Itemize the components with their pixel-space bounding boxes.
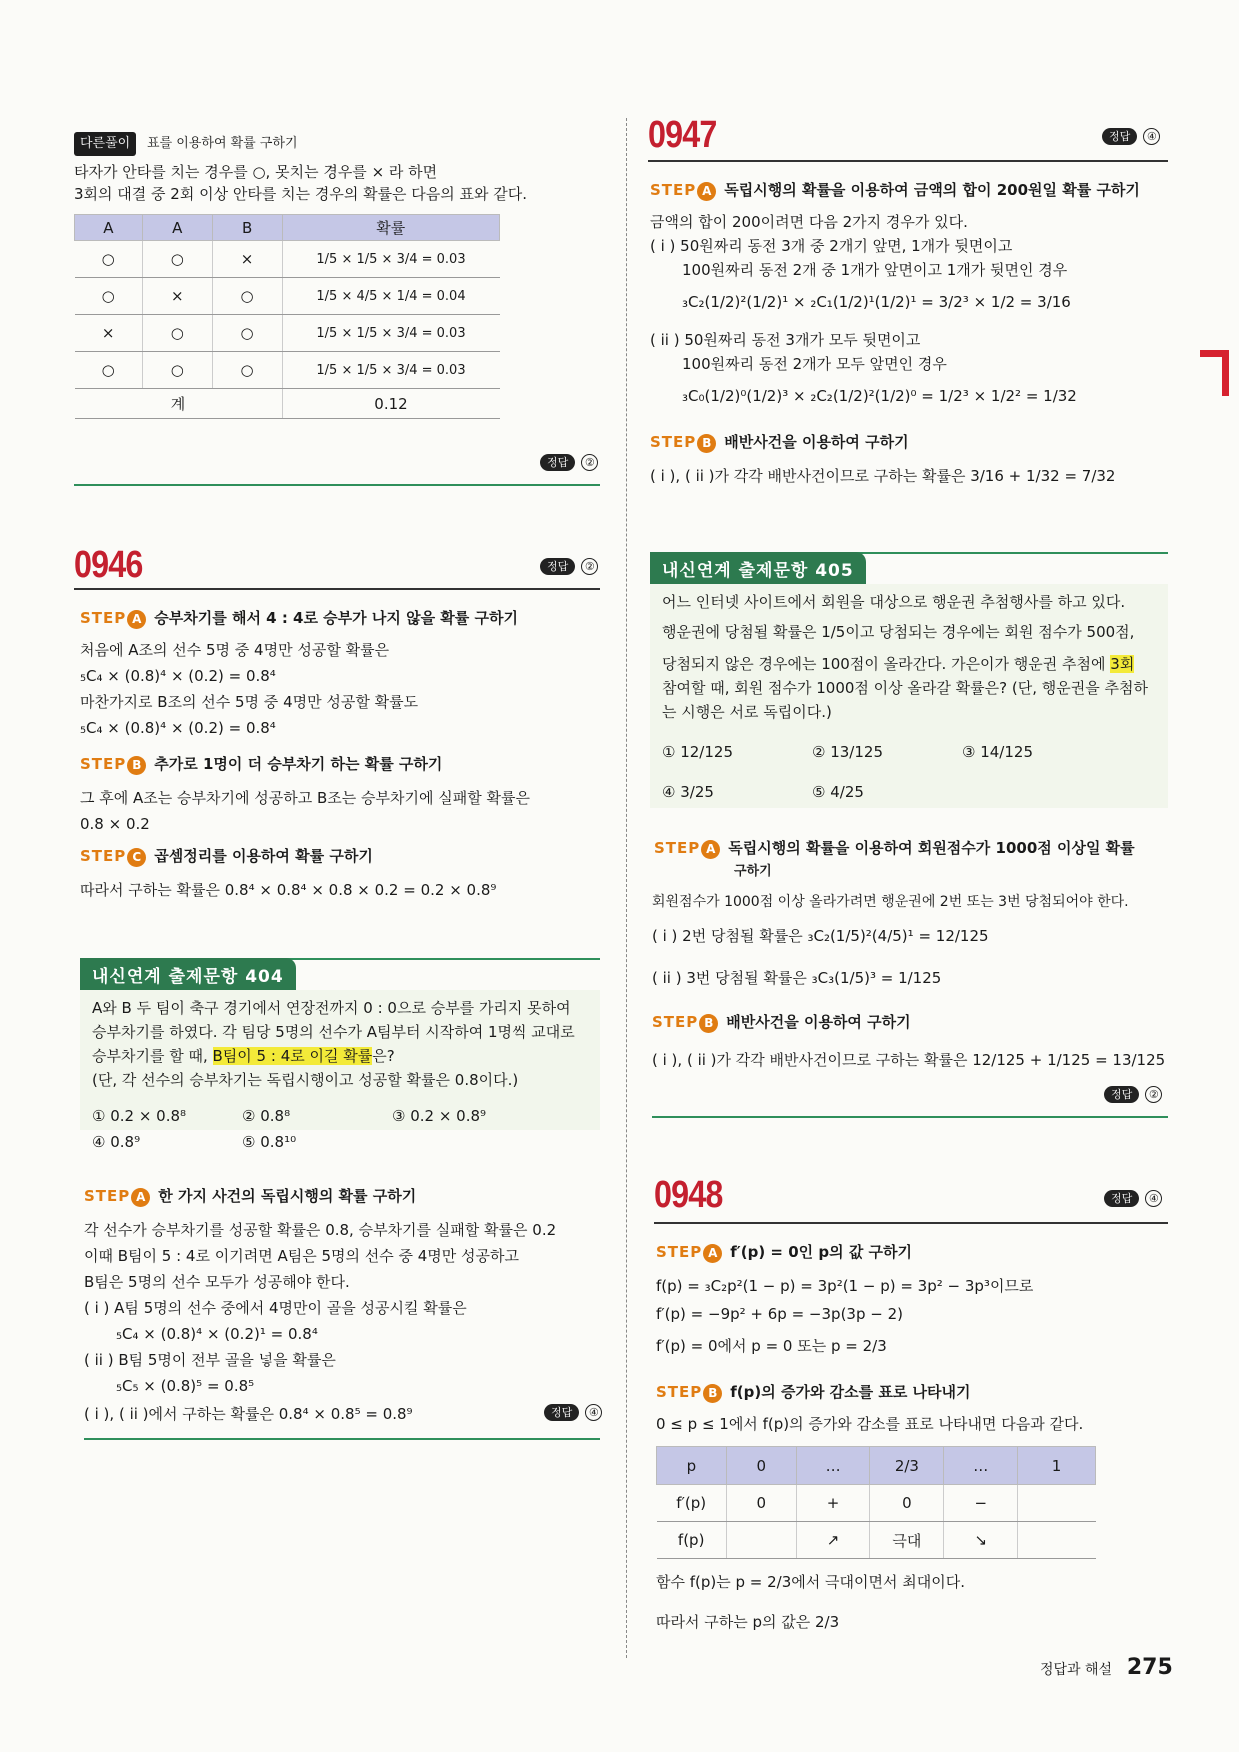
step-label: STEP — [654, 839, 701, 857]
answer-badge: 정답 — [1102, 128, 1137, 145]
step-badge-b: B — [127, 756, 146, 775]
section-rule — [652, 1116, 1168, 1118]
choice-3[interactable]: ③ 0.2 × 0.8⁹ — [392, 1107, 487, 1125]
table-header-a2: A — [142, 215, 212, 241]
alt-probability-table — [74, 214, 500, 419]
step-title: 한 가지 사건의 독립시행의 확률 구하기 — [158, 1187, 417, 1205]
problem-number-0948: 0948 — [654, 1174, 723, 1216]
step-title: f′(p) = 0인 p의 값 구하기 — [730, 1243, 913, 1261]
footer-label: 정답과 해설 — [1040, 1662, 1113, 1678]
formula-line: f′(p) = 0에서 p = 0 또는 p = 2/3 — [656, 1337, 887, 1355]
step-title: 독립시행의 확률을 이용하여 금액의 합이 200원일 확률 구하기 — [724, 181, 1140, 199]
problem-rule — [654, 1222, 1168, 1224]
table-cell: ○ — [75, 241, 143, 278]
table-cell: × — [75, 315, 143, 352]
step-badge-c: C — [127, 848, 146, 867]
text-line: ( ii ) B팀 5명이 전부 골을 넣을 확률은 — [84, 1351, 336, 1369]
formula-line: ₅C₄ × (0.8)⁴ × (0.2) = 0.8⁴ — [80, 667, 276, 685]
step-label: STEP — [650, 433, 697, 451]
table-header-b: B — [212, 215, 282, 241]
step-title: 배반사건을 이용하여 구하기 — [724, 433, 909, 451]
naesin-label-405: 내신연계 출제문항 405 — [650, 552, 866, 585]
table-header: p — [657, 1447, 727, 1485]
table-total-row — [75, 389, 500, 419]
table-cell — [1018, 1485, 1096, 1522]
alt-solution-header — [74, 132, 298, 156]
step-label: STEP — [652, 1013, 699, 1031]
step-a-heading — [650, 180, 1140, 201]
step-label: STEP — [80, 755, 127, 773]
formula-line: ₅C₄ × (0.8)⁴ × (0.2)¹ = 0.8⁴ — [116, 1325, 318, 1343]
formula-line: ( i ), ( ii )가 각각 배반사건이므로 구하는 확률은 3/16 + 1/32 = 7/32 — [650, 467, 1116, 485]
answer-0948 — [1104, 1188, 1162, 1207]
step-badge-b: B — [699, 1014, 718, 1033]
table-cell: ○ — [142, 352, 212, 389]
step-b-heading — [650, 432, 909, 453]
problem-text-part: 승부차기를 할 때, — [92, 1047, 213, 1065]
step-title: 배반사건을 이용하여 구하기 — [726, 1013, 911, 1031]
choice-2[interactable]: ② 13/125 — [812, 743, 883, 761]
answer-0946 — [540, 556, 598, 575]
text-line: 각 선수가 승부차기를 성공할 확률은 0.8, 승부차기를 실패할 확률은 0.2 — [84, 1221, 557, 1239]
table-header: 0 — [726, 1447, 796, 1485]
answer-value: ② — [1145, 1086, 1162, 1103]
table-cell: ○ — [212, 315, 282, 352]
table-cell — [726, 1522, 796, 1559]
step-c-heading — [80, 846, 373, 867]
text-line: 함수 f(p)는 p = 2/3에서 극대이면서 최대이다. — [656, 1573, 965, 1591]
formula-line: ₅C₄ × (0.8)⁴ × (0.2) = 0.8⁴ — [80, 719, 276, 737]
table-cell: ○ — [142, 241, 212, 278]
table-row — [75, 352, 500, 389]
step-badge-b: B — [703, 1384, 722, 1403]
table-cell: 0 — [870, 1485, 944, 1522]
problem-text — [92, 1046, 395, 1066]
alt-solution-title: 표를 이용하여 확률 구하기 — [147, 136, 298, 151]
formula-line: ₅C₅ × (0.8)⁵ = 0.8⁵ — [116, 1377, 255, 1395]
increase-decrease-table — [656, 1446, 1096, 1559]
step-b-heading — [80, 754, 442, 775]
step-label: STEP — [656, 1243, 703, 1261]
text-line: ( i ), ( ii )에서 구하는 확률은 0.8⁴ × 0.8⁵ = 0.8⁹ — [84, 1405, 413, 1423]
table-cell: − — [944, 1485, 1018, 1522]
answer-value: ② — [581, 558, 598, 575]
text-line: 금액의 합이 200이려면 다음 2가지 경우가 있다. — [650, 213, 968, 231]
formula-line: f′(p) = −9p² + 6p = −3p(3p − 2) — [656, 1305, 903, 1323]
column-divider — [626, 118, 627, 1658]
answer-404 — [544, 1402, 602, 1421]
table-cell: ○ — [212, 278, 282, 315]
answer-badge: 정답 — [540, 558, 575, 575]
step-b-heading — [656, 1382, 971, 1403]
step-title: 곱셈정리를 이용하여 확률 구하기 — [154, 847, 373, 865]
text-line: 회원점수가 1000점 이상 올라가려면 행운권에 2번 또는 3번 당첨되어야 한다. — [652, 894, 1129, 910]
table-row — [75, 278, 500, 315]
problem-rule — [648, 160, 1168, 162]
step-title: 추가로 1명이 더 승부차기 하는 확률 구하기 — [154, 755, 443, 773]
problem-text: 참여할 때, 회원 점수가 1000점 이상 올라갈 확률은? (단, 행운권을 추첨하 — [662, 679, 1148, 697]
highlighted-condition: 3회 — [1110, 655, 1135, 673]
step-title: 승부차기를 해서 4 : 4로 승부가 나지 않을 확률 구하기 — [154, 609, 518, 627]
alt-answer — [540, 452, 598, 471]
table-cell: 1/5 × 4/5 × 1/4 = 0.04 — [282, 278, 500, 315]
problem-text: 행운권에 당첨될 확률은 1/5이고 당첨되는 경우에는 회원 점수가 500점, — [662, 623, 1135, 641]
step-title: f(p)의 증가와 감소를 표로 나타내기 — [730, 1383, 971, 1401]
text-line: 100원짜리 동전 2개 중 1개가 앞면이고 1개가 뒷면인 경우 — [682, 261, 1068, 279]
step-badge-a: A — [131, 1188, 150, 1207]
table-cell: + — [796, 1485, 870, 1522]
table-cell: ○ — [212, 352, 282, 389]
table-cell: 1/5 × 1/5 × 3/4 = 0.03 — [282, 315, 500, 352]
problem-number-0947: 0947 — [648, 114, 717, 156]
table-cell: ↘ — [944, 1522, 1018, 1559]
problem-text-part: 은? — [372, 1047, 395, 1065]
problem-text: 승부차기를 하였다. 각 팀당 5명의 선수가 A팀부터 시작하여 1명씩 교대로 — [92, 1023, 575, 1041]
problem-number-0946: 0946 — [74, 544, 143, 586]
answer-value: ④ — [1145, 1190, 1162, 1207]
table-row — [75, 241, 500, 278]
table-row — [657, 1522, 1096, 1559]
text-line: 따라서 구하는 p의 값은 2/3 — [656, 1613, 840, 1631]
table-cell: ○ — [75, 278, 143, 315]
alt-line-2: 3회의 대결 중 2회 이상 안타를 치는 경우의 확률은 다음의 표와 같다. — [74, 185, 528, 203]
alt-solution-tag: 다른풀이 — [74, 132, 136, 156]
table-cell: ↗ — [796, 1522, 870, 1559]
step-a-heading — [80, 608, 518, 629]
formula-line: ₃C₀(1/2)⁰(1/2)³ × ₂C₂(1/2)²(1/2)⁰ = 1/2³ × 1/2² = 1/32 — [682, 387, 1077, 405]
answer-badge: 정답 — [540, 454, 575, 471]
formula-line: ₃C₂(1/2)²(1/2)¹ × ₂C₁(1/2)¹(1/2)¹ = 3/2³ × 1/2 = 3/16 — [682, 293, 1071, 311]
step-label: STEP — [80, 609, 127, 627]
problem-text: 어느 인터넷 사이트에서 회원을 대상으로 행운권 추첨행사를 하고 있다. — [662, 593, 1126, 611]
table-cell: f(p) — [657, 1522, 727, 1559]
choice-4[interactable]: ④ 3/25 — [662, 783, 714, 801]
formula-line: ( ii ) 3번 당첨될 확률은 ₃C₃(1/5)³ = 1/125 — [652, 969, 942, 987]
answer-badge: 정답 — [1104, 1086, 1139, 1103]
answer-badge: 정답 — [1104, 1190, 1139, 1207]
step-badge-a: A — [127, 610, 146, 629]
alt-line-1: 타자가 안타를 치는 경우를 ○, 못치는 경우를 × 라 하면 — [74, 163, 438, 181]
table-cell: 극대 — [870, 1522, 944, 1559]
page-number: 275 — [1126, 1655, 1173, 1680]
step-badge-a: A — [697, 182, 716, 201]
step-title-cont: 구하기 — [734, 864, 772, 879]
step-b-heading — [652, 1012, 911, 1033]
table-cell: f′(p) — [657, 1485, 727, 1522]
step-label: STEP — [656, 1383, 703, 1401]
answer-value: ② — [581, 454, 598, 471]
text-line: 0 ≤ p ≤ 1에서 f(p)의 증가와 감소를 표로 나타내면 다음과 같다. — [656, 1415, 1084, 1433]
step-badge-a: A — [703, 1244, 722, 1263]
table-header: 2/3 — [870, 1447, 944, 1485]
step-label: STEP — [84, 1187, 131, 1205]
table-cell — [1018, 1522, 1096, 1559]
page-footer — [1040, 1655, 1173, 1680]
choice-1[interactable]: ① 0.2 × 0.8⁸ — [92, 1107, 187, 1125]
table-header-prob: 확률 — [282, 215, 500, 241]
highlighted-condition: B팀이 5 : 4로 이길 확률 — [212, 1047, 373, 1065]
table-cell: 1/5 × 1/5 × 3/4 = 0.03 — [282, 241, 500, 278]
text-line: ( ii ) 50원짜리 동전 3개가 모두 뒷면이고 — [650, 331, 921, 349]
problem-text: 는 시행은 서로 독립이다.) — [662, 703, 832, 721]
text-line: 그 후에 A조는 승부차기에 성공하고 B조는 승부차기에 실패할 확률은 — [80, 789, 530, 807]
section-rule — [84, 1438, 600, 1440]
naesin-label-404: 내신연계 출제문항 404 — [80, 958, 296, 991]
formula-line: f(p) = ₃C₂p²(1 − p) = 3p²(1 − p) = 3p² − 3p³이므로 — [656, 1277, 1034, 1295]
text-line: B팀은 5명의 선수 모두가 성공해야 한다. — [84, 1273, 350, 1291]
choice-1[interactable]: ① 12/125 — [662, 743, 733, 761]
formula-line: ( i ) 2번 당첨될 확률은 ₃C₂(1/5)²(4/5)¹ = 12/125 — [652, 927, 989, 945]
step-a-heading — [84, 1186, 416, 1207]
problem-text — [662, 654, 1134, 674]
problem-text-part: 당첨되지 않은 경우에는 100점이 올라간다. 가은이가 행운권 추첨에 — [662, 655, 1111, 673]
answer-405 — [1104, 1084, 1162, 1103]
problem-text: (단, 각 선수의 승부차기는 독립시행이고 성공할 확률은 0.8이다.) — [92, 1071, 519, 1089]
table-cell: × — [212, 241, 282, 278]
text-line: ( i ) A팀 5명의 선수 중에서 4명만이 골을 성공시킬 확률은 — [84, 1299, 467, 1317]
text-line: 이때 B팀이 5 : 4로 이기려면 A팀은 5명의 선수 중 4명만 성공하고 — [84, 1247, 520, 1265]
table-header-a1: A — [75, 215, 143, 241]
table-row — [657, 1485, 1096, 1522]
table-total-label: 계 — [75, 389, 283, 419]
step-a-heading — [654, 838, 1135, 859]
step-badge-a: A — [701, 840, 720, 859]
table-cell: ○ — [75, 352, 143, 389]
formula-line: 따라서 구하는 확률은 0.8⁴ × 0.8⁴ × 0.8 × 0.2 = 0.2 × 0.8⁹ — [80, 881, 497, 899]
step-label: STEP — [80, 847, 127, 865]
text-line: ( i ) 50원짜리 동전 3개 중 2개기 앞면, 1개가 뒷면이고 — [650, 237, 1013, 255]
corner-tab-vertical — [1222, 350, 1229, 396]
answer-value: ④ — [1143, 128, 1160, 145]
formula-line: ( i ), ( ii )가 각각 배반사건이므로 구하는 확률은 12/125 + 1/125 = 13/125 — [652, 1051, 1166, 1069]
table-cell: × — [142, 278, 212, 315]
choice-5[interactable]: ⑤ 4/25 — [812, 783, 864, 801]
table-cell: 1/5 × 1/5 × 3/4 = 0.03 — [282, 352, 500, 389]
problem-rule — [74, 588, 600, 590]
table-cell: 0 — [726, 1485, 796, 1522]
text-line: 처음에 A조의 선수 5명 중 4명만 성공할 확률은 — [80, 641, 390, 659]
step-a-heading — [656, 1242, 912, 1263]
choice-2[interactable]: ② 0.8⁸ — [242, 1107, 291, 1125]
problem-text: A와 B 두 팀이 축구 경기에서 연장전까지 0 : 0으로 승부를 가리지 못하여 — [92, 999, 571, 1017]
text-line: 100원짜리 동전 2개가 모두 앞면인 경우 — [682, 355, 947, 373]
step-label: STEP — [650, 181, 697, 199]
table-header: … — [944, 1447, 1018, 1485]
choice-3[interactable]: ③ 14/125 — [962, 743, 1033, 761]
answer-0947 — [1102, 126, 1160, 145]
table-total-value: 0.12 — [282, 389, 500, 419]
step-title: 독립시행의 확률을 이용하여 회원점수가 1000점 이상일 확률 — [728, 839, 1135, 857]
section-rule — [74, 484, 600, 486]
table-header: 1 — [1018, 1447, 1096, 1485]
answer-badge: 정답 — [544, 1404, 579, 1421]
table-header: … — [796, 1447, 870, 1485]
answer-value: ④ — [585, 1404, 602, 1421]
table-cell: ○ — [142, 315, 212, 352]
table-row — [75, 315, 500, 352]
choice-4[interactable]: ④ 0.8⁹ — [92, 1133, 141, 1151]
step-badge-b: B — [697, 434, 716, 453]
formula-line: 0.8 × 0.2 — [80, 815, 150, 833]
text-line: 마찬가지로 B조의 선수 5명 중 4명만 성공할 확률도 — [80, 693, 419, 711]
choice-5[interactable]: ⑤ 0.8¹⁰ — [242, 1133, 297, 1151]
